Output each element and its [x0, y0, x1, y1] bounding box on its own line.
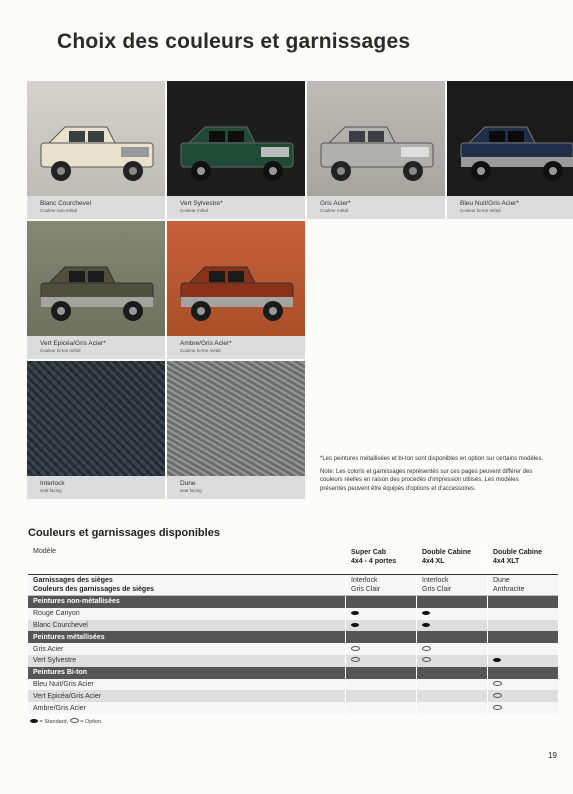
truck-photo	[167, 81, 305, 196]
color-caption	[447, 196, 573, 219]
color-caption	[27, 336, 165, 359]
page-number: 19	[548, 751, 557, 760]
model-column-header: Double Cabine 4x4 XLT	[488, 545, 559, 575]
section-header-row	[28, 596, 558, 608]
table-row	[28, 655, 558, 667]
truck-photo	[167, 221, 305, 336]
option-marker	[488, 690, 559, 702]
option-marker	[417, 643, 488, 655]
paint-option-note: *Les peintures métallisées et bi-ton sont disponibles en option sur certains modèles.	[320, 456, 544, 462]
availability-title: Couleurs et garnissages disponibles	[28, 527, 220, 539]
truck-photo	[27, 221, 165, 336]
model-label: Modèle	[28, 545, 346, 575]
option-marker	[346, 655, 417, 667]
fabric-caption	[27, 476, 165, 499]
color-name: Blanc Courchevel	[40, 200, 91, 207]
pickup-truck-image	[35, 121, 159, 191]
table-row	[28, 690, 558, 702]
pickup-truck-image	[455, 121, 573, 191]
pickup-truck-image	[315, 121, 439, 191]
legend	[30, 718, 103, 725]
trim-cell: Interlock Gris Clair	[346, 575, 417, 596]
trim-cell: Interlock Gris Clair	[417, 575, 488, 596]
footnotes	[320, 455, 545, 498]
truck-photo	[447, 81, 573, 196]
color-row-name: Vert Sylvestre	[28, 655, 346, 667]
color-tile	[167, 221, 305, 359]
color-finish: Couleur bi-ton métal	[460, 208, 501, 213]
trim-label: Garnissages des sièges Couleurs des garnissages de sièges	[28, 575, 346, 596]
trim-cell: Dune Anthracite	[488, 575, 559, 596]
page-title: Choix des couleurs et garnissages	[57, 30, 411, 53]
option-marker	[488, 702, 559, 714]
color-tile	[447, 81, 573, 219]
section-title: Peintures métallisées	[28, 631, 346, 643]
disclaimer-note: Note: Les coloris et garnissages représentés sur ces pages peuvent différer des couleurs réelles en raison des procédés d'impression utilisés. Les modèles présentés peuvent être équipés d'options et d'accessoires.	[320, 469, 533, 492]
section-header-row	[28, 631, 558, 643]
color-caption	[307, 196, 445, 219]
color-name: Vert Sylvestre*	[180, 200, 223, 207]
color-finish: Couleur bi-ton métal	[180, 348, 221, 353]
color-finish: Couleur métal	[180, 208, 209, 213]
fabric-caption	[167, 476, 305, 499]
option-marker	[488, 679, 559, 691]
color-row-name: Vert Epicéa/Gris Acier	[28, 690, 346, 702]
option-marker	[417, 655, 488, 667]
standard-marker	[488, 655, 559, 667]
pickup-truck-image	[175, 121, 299, 191]
table-row	[28, 620, 558, 632]
color-finish: Couleur bi-ton métal	[40, 348, 81, 353]
standard-marker	[346, 608, 417, 620]
trim-row	[28, 575, 558, 596]
truck-photo	[27, 81, 165, 196]
table-row	[28, 679, 558, 691]
option-marker	[346, 643, 417, 655]
color-tile	[307, 81, 445, 219]
color-row-name: Blanc Courchevel	[28, 620, 346, 632]
color-tile	[27, 221, 165, 359]
color-finish: Couleur métal	[320, 208, 349, 213]
color-row-name: Ambre/Gris Acier	[28, 702, 346, 714]
section-header-row	[28, 667, 558, 679]
truck-photo	[307, 81, 445, 196]
standard-legend-icon	[30, 719, 38, 723]
table-row	[28, 643, 558, 655]
color-row-name: Gris Acier	[28, 643, 346, 655]
fabric-finish: seat facing	[40, 488, 62, 493]
table-header-row	[28, 545, 558, 575]
color-finish: Couleur non-métal	[40, 208, 78, 213]
color-name: Bleu Nuit/Gris Acier*	[460, 200, 519, 207]
section-title: Peintures Bi-ton	[28, 667, 346, 679]
model-column-header: Double Cabine 4x4 XL	[417, 545, 488, 575]
color-row-name: Bleu Nuit/Gris Acier	[28, 679, 346, 691]
color-caption	[27, 196, 165, 219]
availability-table	[28, 545, 558, 714]
color-tile	[27, 81, 165, 219]
color-name: Vert Epicéa/Gris Acier*	[40, 340, 106, 347]
fabric-tile	[27, 361, 165, 499]
color-name: Ambre/Gris Acier*	[180, 340, 232, 347]
standard-marker	[417, 620, 488, 632]
fabric-finish: seat facing	[180, 488, 202, 493]
color-row-name: Rouge Canyon	[28, 608, 346, 620]
section-title: Peintures non-métallisées	[28, 596, 346, 608]
color-caption	[167, 196, 305, 219]
option-legend-icon	[70, 718, 79, 723]
model-column-header: Super Cab 4x4 - 4 portes	[346, 545, 417, 575]
table-row	[28, 608, 558, 620]
color-caption	[167, 336, 305, 359]
fabric-tile	[167, 361, 305, 499]
table-row	[28, 702, 558, 714]
standard-marker	[417, 608, 488, 620]
legend-standard: = Standard,	[39, 719, 69, 725]
color-tile	[167, 81, 305, 219]
standard-marker	[346, 620, 417, 632]
fabric-name: Interlock	[40, 480, 65, 487]
fabric-swatch-interlock	[27, 361, 165, 476]
legend-option: = Option.	[80, 719, 103, 725]
color-name: Gris Acier*	[320, 200, 351, 207]
pickup-truck-image	[35, 261, 159, 331]
fabric-swatch-dune	[167, 361, 305, 476]
pickup-truck-image	[175, 261, 299, 331]
fabric-name: Dune	[180, 480, 196, 487]
